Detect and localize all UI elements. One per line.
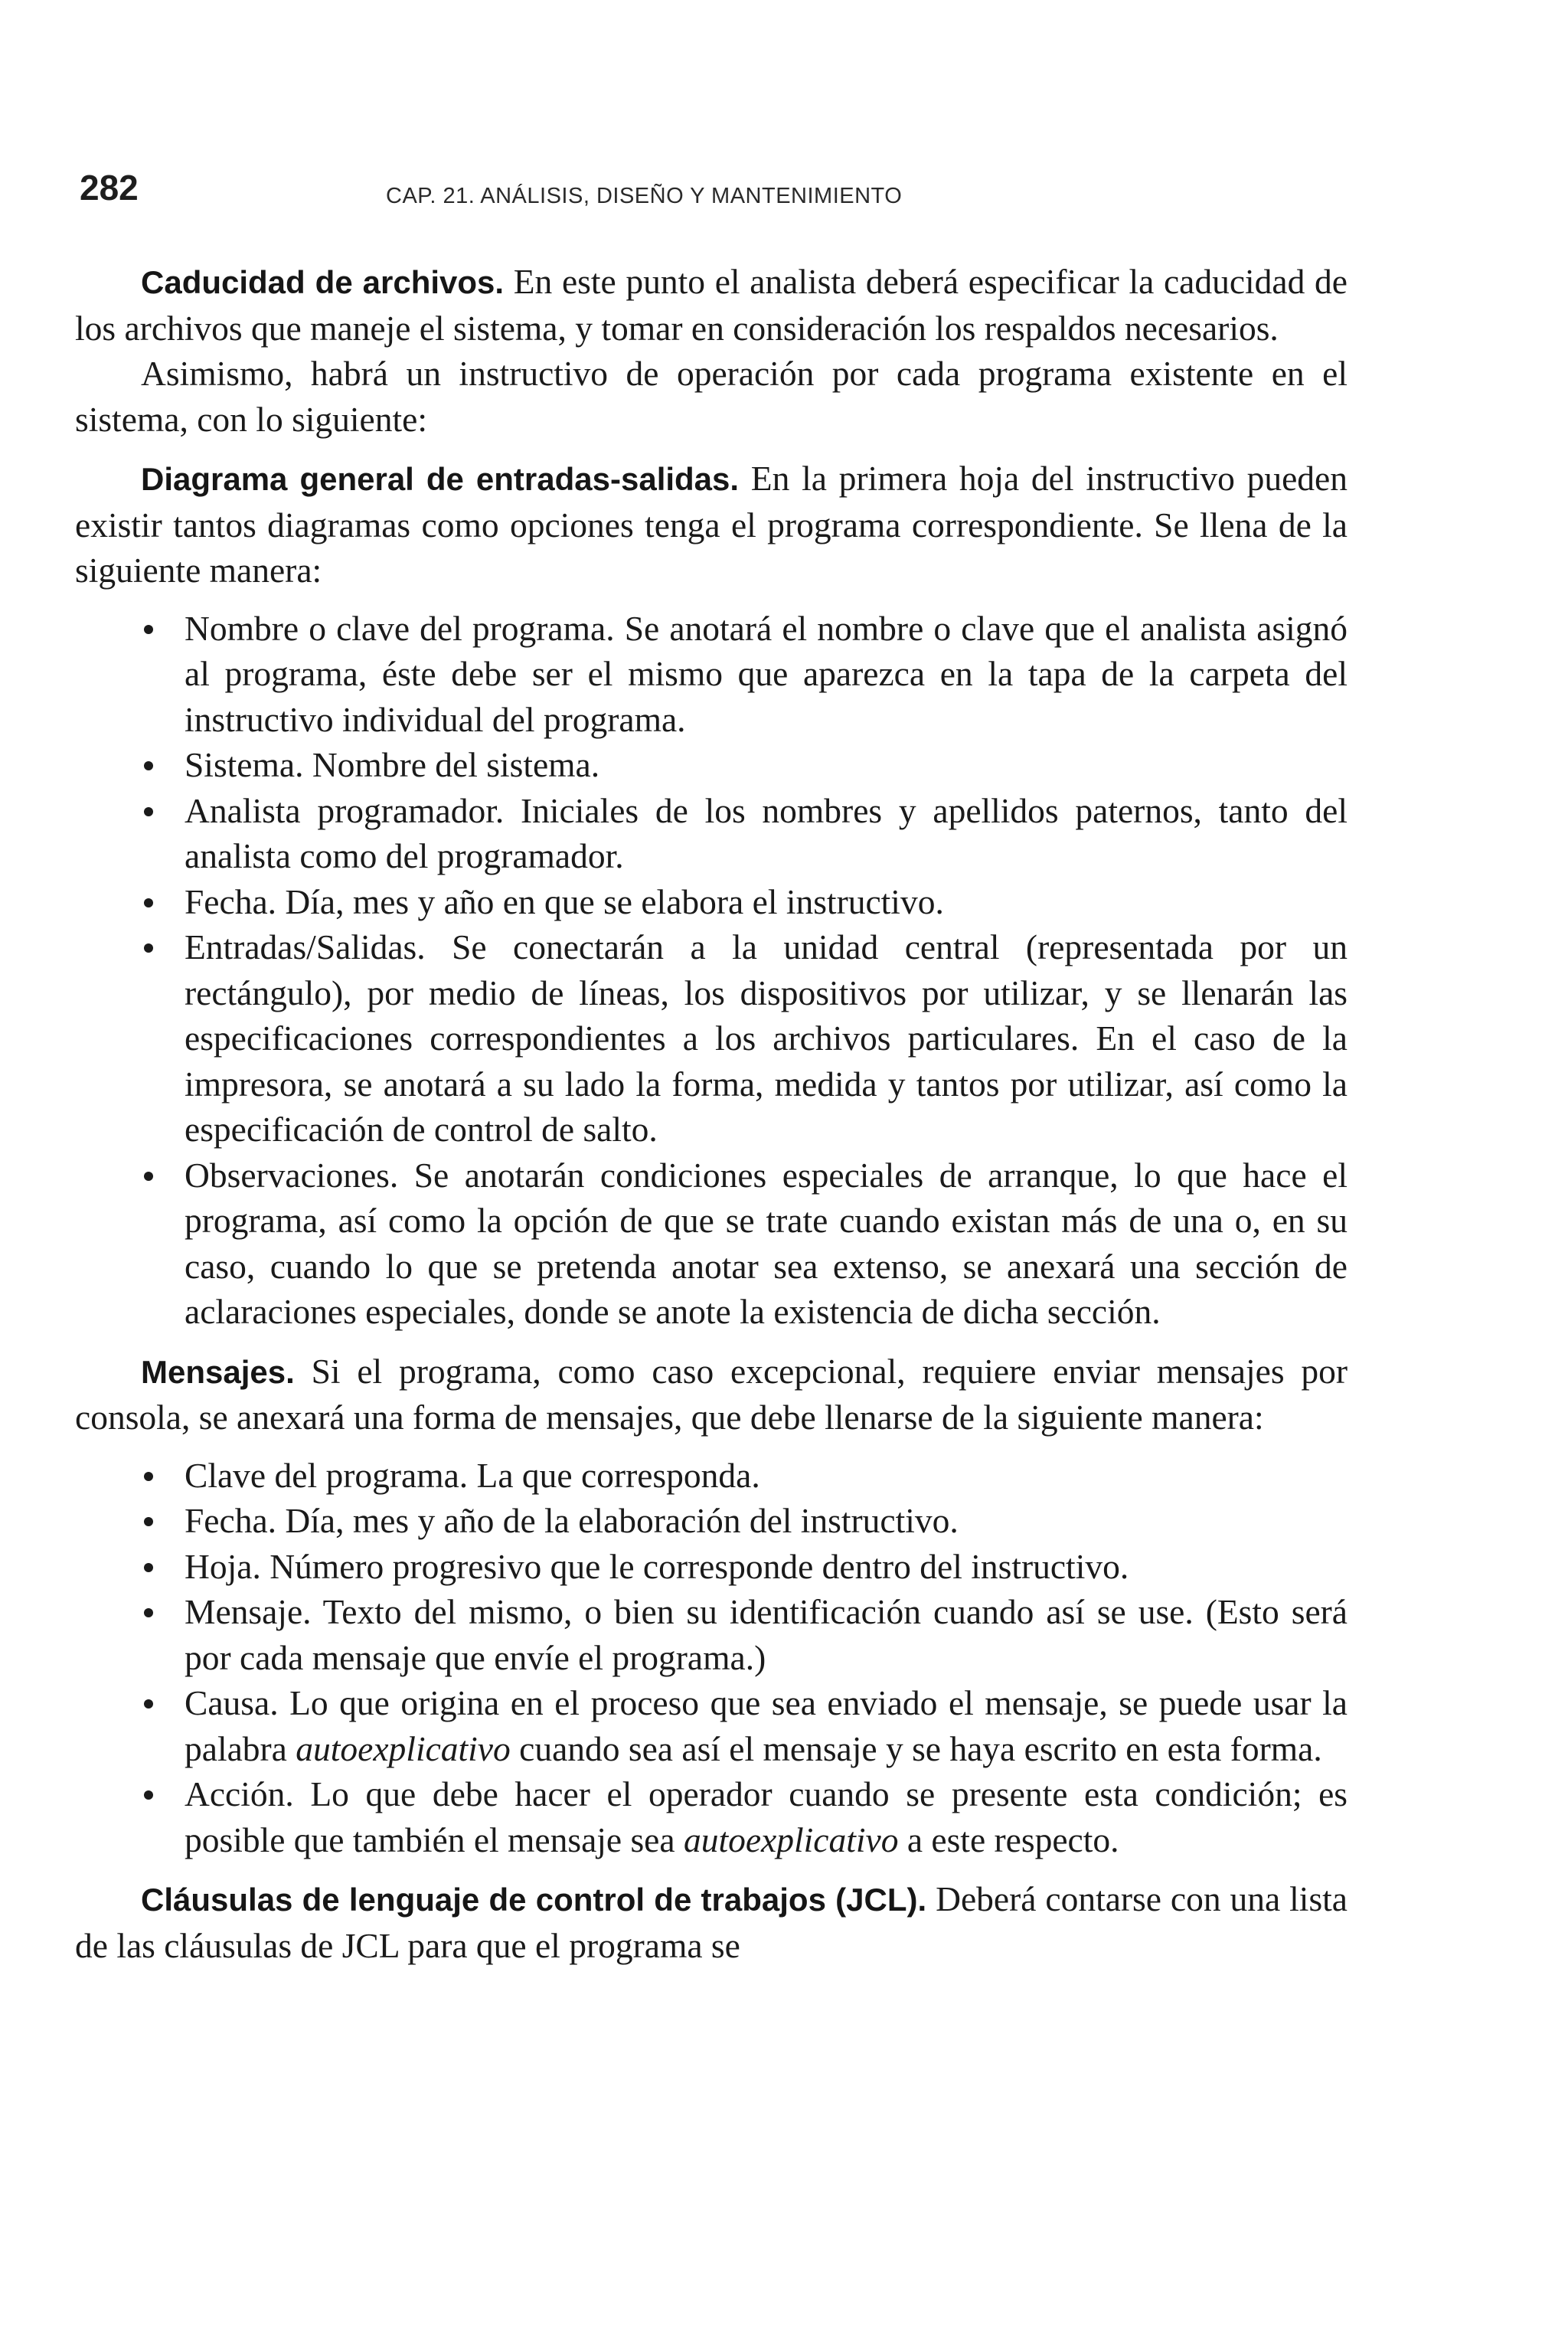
paragraph-jcl <box>75 1876 1348 1968</box>
list-item <box>75 1589 1348 1680</box>
list-item <box>75 1498 1348 1544</box>
bullet-icon <box>144 1517 153 1526</box>
page-number: 282 <box>80 168 139 208</box>
mensajes-list <box>75 1453 1348 1863</box>
list-item <box>75 742 1348 788</box>
bullet-icon <box>144 898 153 907</box>
list-item-text: Sistema. Nombre del sistema. <box>185 745 600 784</box>
list-item-text: Clave del programa. La que corresponda. <box>185 1455 760 1495</box>
italic-term: autoexplicativo <box>683 1820 899 1859</box>
bullet-icon <box>144 625 153 634</box>
list-item <box>75 606 1348 743</box>
list-item-text: Observaciones. Se anotarán condiciones especiales de arranque, lo que hace el programa, así como la opción de que se trate cuando existan más de una o, en su caso, cuando lo que se pretenda anotar sea extenso, se anexará una sección de aclaraciones especiales, donde se anote la existencia de dicha sección. <box>185 1155 1348 1331</box>
list-item-text: Hoja. Número progresivo que le corresponde dentro del instructivo. <box>185 1546 1129 1586</box>
heading-mensajes: Mensajes. <box>141 1353 295 1390</box>
list-item-text: Nombre o clave del programa. Se anotará el nombre o clave que el analista asignó al programa, éste debe ser el mismo que aparezca en la tapa de la carpeta del instructivo individual del programa. <box>185 608 1348 739</box>
list-item <box>75 1680 1348 1771</box>
list-item <box>75 879 1348 925</box>
text-jcl: Deberá contarse con una lista de las cláusulas de JCL para que el programa se <box>75 1879 1348 1965</box>
list-item <box>75 1453 1348 1499</box>
diagrama-list <box>75 606 1348 1335</box>
page-header <box>80 167 1381 221</box>
list-item <box>75 1771 1348 1862</box>
bullet-icon <box>144 1699 153 1709</box>
heading-jcl: Cláusulas de lenguaje de control de trabajos (JCL). <box>141 1882 927 1918</box>
italic-term: autoexplicativo <box>296 1728 511 1768</box>
paragraph-mensajes <box>75 1349 1348 1440</box>
list-item-text: Fecha. Día, mes y año en que se elabora el instructivo. <box>185 881 944 921</box>
list-item-text: Analista programador. Iniciales de los nombres y apellidos paternos, tanto del analista como del programador. <box>185 790 1348 875</box>
bullet-icon <box>144 1608 153 1617</box>
list-item <box>75 1544 1348 1590</box>
paragraph-asimismo: Asimismo, habrá un instructivo de operación por cada programa existente en el sistema, con lo siguiente: <box>75 354 1348 439</box>
bullet-icon <box>144 1790 153 1800</box>
bullet-icon <box>144 1172 153 1181</box>
list-item-text: Fecha. Día, mes y año de la elaboración del instructivo. <box>185 1501 959 1540</box>
text-caducidad: En este punto el analista deberá especificar la caducidad de los archivos que maneje el sistema, y tomar en consideración los respaldos necesarios. <box>75 262 1348 348</box>
bullet-icon <box>144 943 153 953</box>
list-item-text: Acción. Lo que debe hacer el operador cuando se presente esta condición; es posible que también el mensaje sea <box>185 1774 1348 1859</box>
list-item-text: cuando sea así el mensaje y se haya escrito en esta forma. <box>510 1728 1322 1768</box>
heading-caducidad: Caducidad de archivos. <box>141 264 505 300</box>
list-item-text: Entradas/Salidas. Se conectarán a la unidad central (representada por un rectángulo), por medio de líneas, los dispositivos por utilizar, y se llenarán las especificaciones correspondientes a los archivos particulares. En el caso de la impresora, se anotará a su lado la forma, medida y tantos por utilizar, así como la especificación de control de salto. <box>185 927 1348 1149</box>
bullet-icon <box>144 807 153 816</box>
text-mensajes: Si el programa, como caso excepcional, requiere enviar mensajes por consola, se anexará una forma de mensajes, que debe llenarse de la siguiente manera: <box>75 1351 1348 1437</box>
text-diagrama: En la primera hoja del instructivo pueden existir tantos diagramas como opciones tenga el programa correspondiente. Se llena de la siguiente manera: <box>75 459 1348 590</box>
page-body <box>75 259 1348 1968</box>
list-item-text: Mensaje. Texto del mismo, o bien su identificación cuando así se use. (Esto será por cada mensaje que envíe el programa.) <box>185 1592 1348 1677</box>
paragraph-caducidad <box>75 259 1348 351</box>
bullet-icon <box>144 761 153 770</box>
paragraph-diagrama <box>75 456 1348 593</box>
list-item <box>75 788 1348 879</box>
bullet-icon <box>144 1563 153 1572</box>
running-head: CAP. 21. ANÁLISIS, DISEÑO Y MANTENIMIENTO <box>386 184 903 208</box>
list-item <box>75 924 1348 1153</box>
heading-diagrama: Diagrama general de entradas-salidas. <box>141 461 740 497</box>
bullet-icon <box>144 1472 153 1481</box>
list-item <box>75 1153 1348 1335</box>
list-item-text: Causa. Lo que origina en el proceso que sea enviado el mensaje, se puede usar la palabra <box>185 1683 1348 1768</box>
list-item-text: a este respecto. <box>898 1820 1119 1859</box>
